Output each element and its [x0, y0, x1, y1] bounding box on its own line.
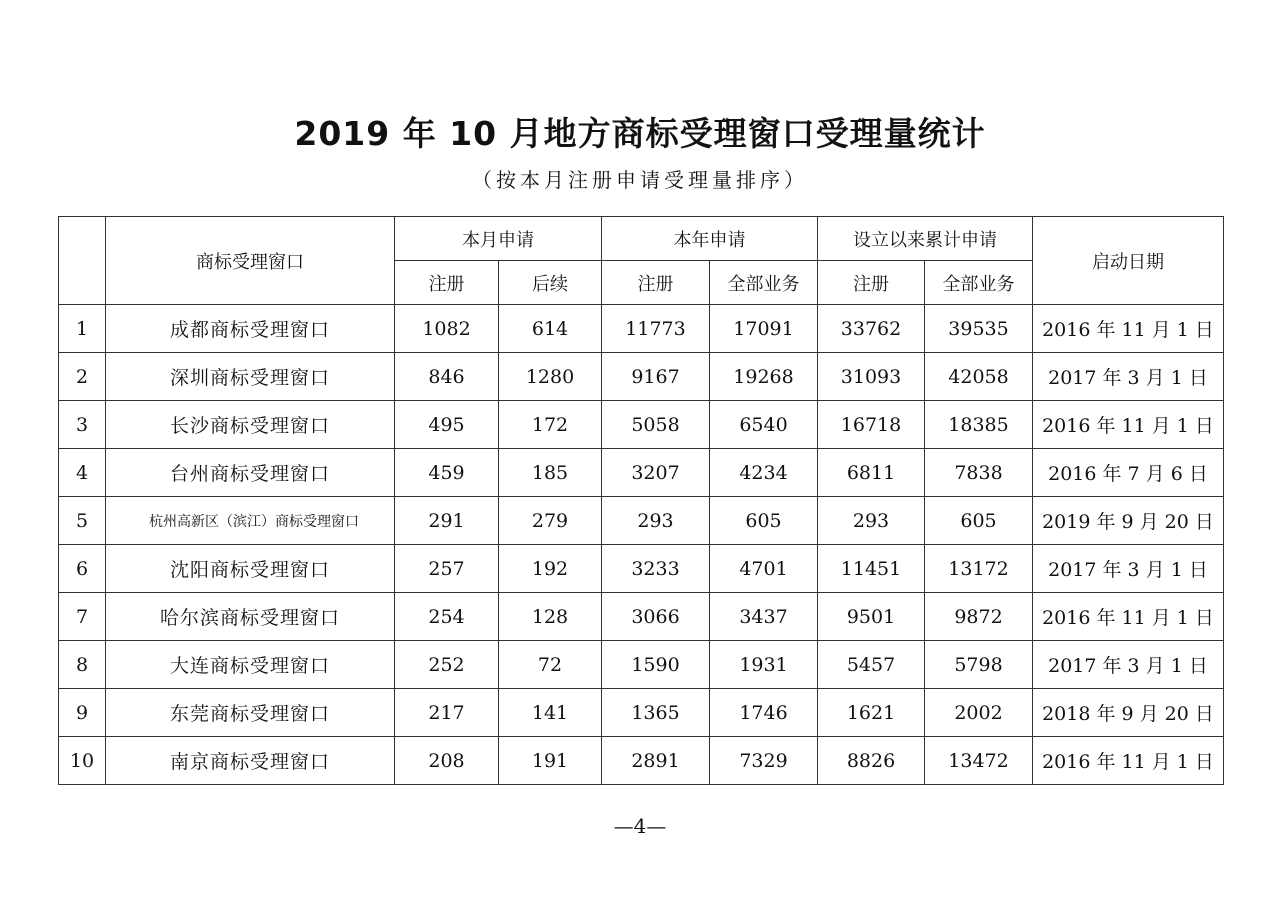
row-month-register: 1082	[395, 305, 499, 353]
row-cumulative-all-business: 7838	[925, 449, 1033, 497]
row-month-follow-up: 185	[499, 449, 602, 497]
table-row	[59, 641, 1224, 689]
row-window-name: 东莞商标受理窗口	[106, 689, 395, 737]
table-row	[59, 689, 1224, 737]
row-year-register: 1365	[602, 689, 710, 737]
row-year-register: 5058	[602, 401, 710, 449]
page-number: —4—	[613, 814, 667, 838]
row-cumulative-register: 16718	[818, 401, 925, 449]
row-month-follow-up: 172	[499, 401, 602, 449]
row-cumulative-all-business: 18385	[925, 401, 1033, 449]
row-index: 6	[59, 545, 106, 593]
row-window-name: 长沙商标受理窗口	[106, 401, 395, 449]
row-year-register: 9167	[602, 353, 710, 401]
table-row	[59, 497, 1224, 545]
table-row	[59, 449, 1224, 497]
row-month-register: 846	[395, 353, 499, 401]
row-cumulative-register: 6811	[818, 449, 925, 497]
row-month-follow-up: 191	[499, 737, 602, 785]
row-cumulative-register: 8826	[818, 737, 925, 785]
row-year-register: 3233	[602, 545, 710, 593]
row-start-date: 2017 年 3 月 1 日	[1033, 353, 1224, 401]
row-start-date: 2017 年 3 月 1 日	[1033, 545, 1224, 593]
row-cumulative-register: 31093	[818, 353, 925, 401]
row-month-follow-up: 1280	[499, 353, 602, 401]
row-year-all-business: 19268	[710, 353, 818, 401]
row-month-register: 252	[395, 641, 499, 689]
row-year-all-business: 4701	[710, 545, 818, 593]
row-index: 3	[59, 401, 106, 449]
row-cumulative-register: 293	[818, 497, 925, 545]
row-year-all-business: 6540	[710, 401, 818, 449]
row-month-follow-up: 141	[499, 689, 602, 737]
table-row	[59, 305, 1224, 353]
row-year-register: 3066	[602, 593, 710, 641]
header-month-register: 注册	[395, 261, 499, 305]
row-year-register: 11773	[602, 305, 710, 353]
page-subtitle: （按本月注册申请受理量排序）	[472, 168, 808, 192]
row-cumulative-all-business: 5798	[925, 641, 1033, 689]
row-month-register: 257	[395, 545, 499, 593]
row-month-follow-up: 279	[499, 497, 602, 545]
row-cumulative-register: 11451	[818, 545, 925, 593]
row-year-all-business: 3437	[710, 593, 818, 641]
row-month-follow-up: 614	[499, 305, 602, 353]
stats-table	[58, 216, 1224, 785]
row-year-register: 1590	[602, 641, 710, 689]
table-row	[59, 401, 1224, 449]
header-cumulative: 设立以来累计申请	[818, 217, 1033, 261]
row-cumulative-register: 9501	[818, 593, 925, 641]
row-index: 4	[59, 449, 106, 497]
header-cumulative-register: 注册	[818, 261, 925, 305]
row-index: 10	[59, 737, 106, 785]
row-month-register: 291	[395, 497, 499, 545]
header-row-top	[59, 217, 1224, 261]
row-cumulative-register: 1621	[818, 689, 925, 737]
row-month-register: 217	[395, 689, 499, 737]
row-cumulative-register: 5457	[818, 641, 925, 689]
row-year-all-business: 4234	[710, 449, 818, 497]
row-year-all-business: 605	[710, 497, 818, 545]
table-row	[59, 593, 1224, 641]
header-year-all-business: 全部业务	[710, 261, 818, 305]
row-index: 9	[59, 689, 106, 737]
row-month-register: 254	[395, 593, 499, 641]
header-month: 本月申请	[395, 217, 602, 261]
row-index: 7	[59, 593, 106, 641]
header-cumulative-all-business: 全部业务	[925, 261, 1033, 305]
row-year-all-business: 1746	[710, 689, 818, 737]
row-cumulative-all-business: 13472	[925, 737, 1033, 785]
row-window-name: 台州商标受理窗口	[106, 449, 395, 497]
row-cumulative-all-business: 605	[925, 497, 1033, 545]
header-month-follow-up: 后续	[499, 261, 602, 305]
table-row	[59, 353, 1224, 401]
row-month-register: 208	[395, 737, 499, 785]
row-index: 8	[59, 641, 106, 689]
header-index	[59, 217, 106, 305]
row-window-name: 沈阳商标受理窗口	[106, 545, 395, 593]
row-start-date: 2019 年 9 月 20 日	[1033, 497, 1224, 545]
row-cumulative-all-business: 42058	[925, 353, 1033, 401]
row-index: 1	[59, 305, 106, 353]
row-window-name: 杭州高新区（滨江）商标受理窗口	[106, 497, 395, 545]
row-start-date: 2016 年 11 月 1 日	[1033, 737, 1224, 785]
row-year-all-business: 17091	[710, 305, 818, 353]
page-title: 2019 年 10 月地方商标受理窗口受理量统计	[294, 114, 986, 153]
row-cumulative-register: 33762	[818, 305, 925, 353]
row-window-name: 成都商标受理窗口	[106, 305, 395, 353]
row-start-date: 2016 年 11 月 1 日	[1033, 401, 1224, 449]
row-year-all-business: 7329	[710, 737, 818, 785]
row-index: 2	[59, 353, 106, 401]
row-year-all-business: 1931	[710, 641, 818, 689]
row-start-date: 2016 年 11 月 1 日	[1033, 593, 1224, 641]
row-cumulative-all-business: 9872	[925, 593, 1033, 641]
row-index: 5	[59, 497, 106, 545]
row-month-follow-up: 128	[499, 593, 602, 641]
row-cumulative-all-business: 39535	[925, 305, 1033, 353]
row-month-register: 459	[395, 449, 499, 497]
header-year-register: 注册	[602, 261, 710, 305]
row-start-date: 2016 年 11 月 1 日	[1033, 305, 1224, 353]
header-start-date: 启动日期	[1033, 217, 1224, 305]
row-year-register: 293	[602, 497, 710, 545]
header-window: 商标受理窗口	[106, 217, 395, 305]
row-year-register: 2891	[602, 737, 710, 785]
row-start-date: 2018 年 9 月 20 日	[1033, 689, 1224, 737]
header-year: 本年申请	[602, 217, 818, 261]
row-window-name: 哈尔滨商标受理窗口	[106, 593, 395, 641]
row-month-register: 495	[395, 401, 499, 449]
row-cumulative-all-business: 2002	[925, 689, 1033, 737]
table-row	[59, 545, 1224, 593]
row-window-name: 深圳商标受理窗口	[106, 353, 395, 401]
row-start-date: 2016 年 7 月 6 日	[1033, 449, 1224, 497]
row-month-follow-up: 72	[499, 641, 602, 689]
table-row	[59, 737, 1224, 785]
row-year-register: 3207	[602, 449, 710, 497]
row-window-name: 大连商标受理窗口	[106, 641, 395, 689]
row-window-name: 南京商标受理窗口	[106, 737, 395, 785]
row-start-date: 2017 年 3 月 1 日	[1033, 641, 1224, 689]
row-month-follow-up: 192	[499, 545, 602, 593]
row-cumulative-all-business: 13172	[925, 545, 1033, 593]
